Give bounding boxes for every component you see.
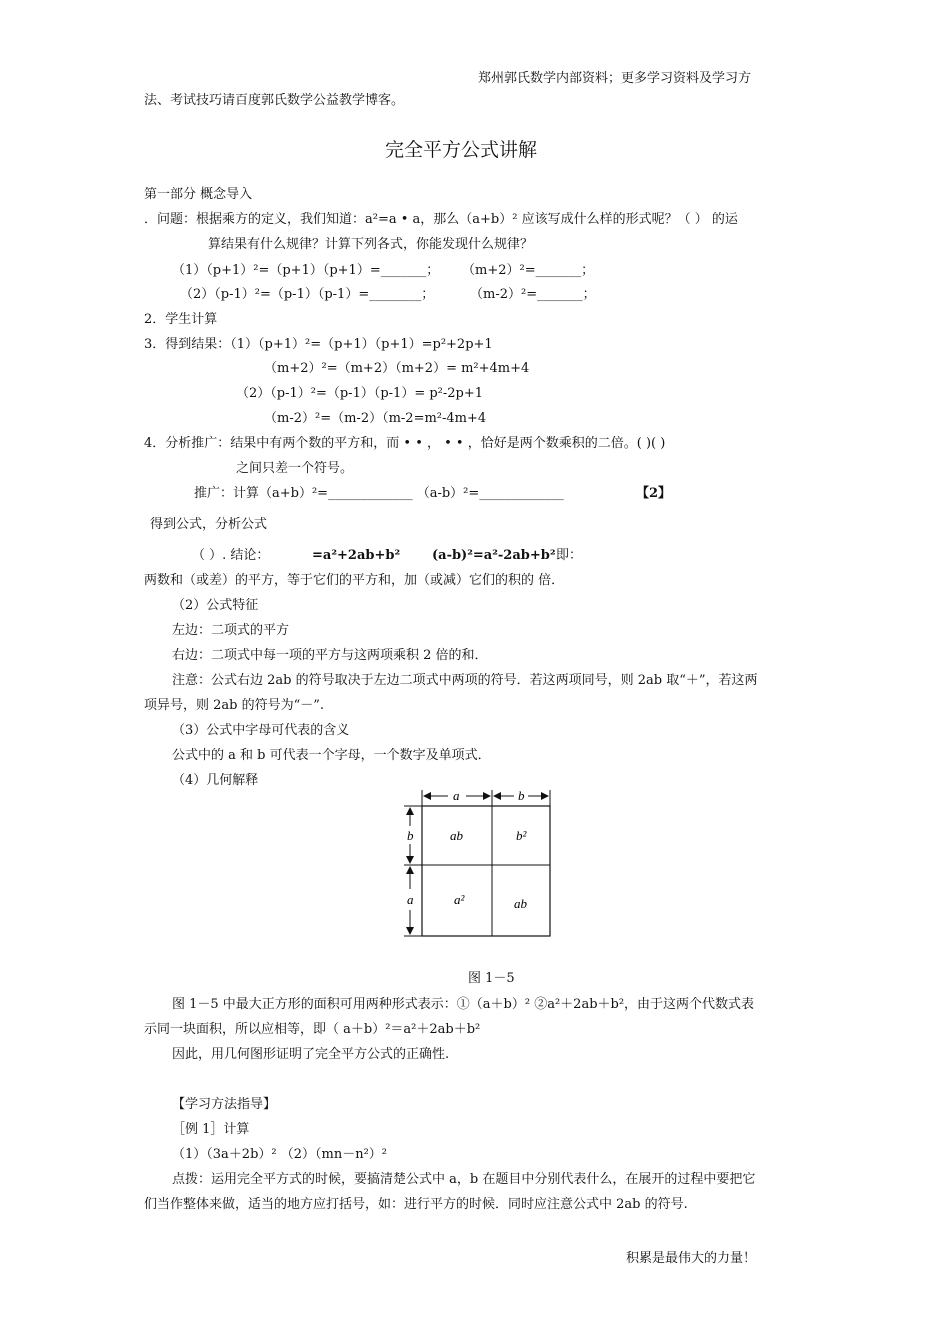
feature-right: 右边：二项式中每一项的平方与这两项乘积 2 倍的和． [172, 648, 488, 663]
conclusion-ji: 即： [556, 548, 583, 563]
part1-heading: 第一部分 概念导入 [144, 187, 253, 202]
step3-line1: 3．得到结果：（1）（p+1）²=（p+1）（p+1）=p²+2p+1 [144, 337, 493, 352]
exercise2-left: （2）（p-1）²=（p-1）（p-1）=________； [180, 287, 435, 302]
meaning-heading: （3）公式中字母可代表的含义 [172, 723, 350, 738]
header-line1: 郑州郭氏数学内部资料；更多学习资料及学习方 [478, 71, 752, 86]
top-label-b: b [518, 788, 525, 803]
feature-heading: （2）公式特征 [172, 598, 259, 613]
question-line2: 算结果有什么规律？计算下列各式，你能发现什么规律？ [208, 237, 534, 252]
left-label-b: b [407, 828, 414, 843]
cell-bottom-left: a² [454, 892, 465, 907]
header-line2: 法、考试技巧请百度郭氏数学公益教学博客。 [144, 93, 405, 108]
step2: 2．学生计算 [144, 312, 218, 327]
figure-caption: 图 1－5 [468, 971, 515, 986]
exercise1-right: （m+2）²=_______； [462, 263, 595, 278]
cell-top-left: ab [450, 828, 463, 843]
exercise1-left: （1）（p+1）²=（p+1）（p+1）=_______； [172, 263, 440, 278]
conclusion-text: 两数和（或差）的平方，等于它们的平方和，加（或减）它们的积的 倍． [144, 573, 565, 588]
example-items: （1）（3a＋2b）² （2）（mn－n²）² [172, 1147, 387, 1162]
left-label-a: a [407, 892, 414, 907]
geometry-heading: （4）几何解释 [172, 773, 259, 788]
derive-heading: 得到公式，分析公式 [150, 517, 268, 532]
square-diagram [400, 786, 560, 941]
page-title: 完全平方公式讲解 [385, 139, 538, 161]
question-line1: ．问题：根据乘方的定义，我们知道：a²=a • a，那么（a+b）² 应该写成什么样的形式呢？（ ） 的运 [144, 212, 738, 227]
geometry-line3: 因此，用几何图形证明了完全平方公式的正确性. [172, 1047, 450, 1062]
tip-line1: 点拨：运用完全平方式的时候，要搞清楚公式中 a，b 在题目中分别代表什么，在展开的过程中要把它 [172, 1172, 756, 1187]
step4-line1: 4．分析推广：结果中有两个数的平方和，而 • • ， • • ，恰好是两个数乘积的二倍。( )( ) [144, 436, 666, 451]
meaning-text: 公式中的 a 和 b 可代表一个字母，一个数字及单项式． [172, 748, 491, 763]
cell-top-right: b² [516, 828, 527, 843]
step3-line3: （2）（p-1）²=（p-1）（p-1）= p²-2p+1 [236, 386, 484, 401]
geometry-line1: 图 1－5 中最大正方形的面积可用两种形式表示：①（a＋b）² ②a²＋2ab＋b²，由于这两个代数式表 [172, 997, 755, 1012]
conclusion-label: （ ）. 结论： [192, 548, 270, 563]
formula-diff: (a-b)²=a²-2ab+b² [432, 548, 556, 563]
footer-motto: 积累是最伟大的力量！ [626, 1251, 757, 1266]
generalize-tag: 【2】 [636, 486, 672, 501]
formula-sum: =a²+2ab+b² [312, 548, 401, 563]
generalize-line: 推广：计算（a+b）²=_____________ （a-b）²=_____________ [194, 486, 564, 501]
step3-line4: （m-2）²=（m-2）（m-2=m²-4m+4 [264, 411, 487, 426]
note-line1: 注意：公式右边 2ab 的符号取决于左边二项式中两项的符号．若这两项同号，则 2ab 取“＋”，若这两 [172, 673, 758, 688]
step4-line2: 之间只差一个符号。 [236, 461, 354, 476]
top-label-a: a [453, 788, 460, 803]
method-heading: 【学习方法指导】 [172, 1097, 277, 1112]
tip-line2: 们当作整体来做，适当的地方应打括号，如：进行平方的时候．同时应注意公式中 2ab 的符号. [144, 1197, 688, 1212]
feature-left: 左边：二项式的平方 [172, 623, 290, 638]
cell-bottom-right: ab [514, 896, 527, 911]
example-title: ［例 1］计算 [172, 1122, 250, 1137]
exercise2-right: （m-2）²=_______； [470, 287, 596, 302]
step3-line2: （m+2）²=（m+2）（m+2）= m²+4m+4 [264, 361, 530, 376]
note-line2: 项异号，则 2ab 的符号为“－”. [144, 698, 325, 713]
geometry-line2: 示同一块面积，所以应相等，即（ a＋b）²＝a²＋2ab＋b² [144, 1022, 481, 1037]
